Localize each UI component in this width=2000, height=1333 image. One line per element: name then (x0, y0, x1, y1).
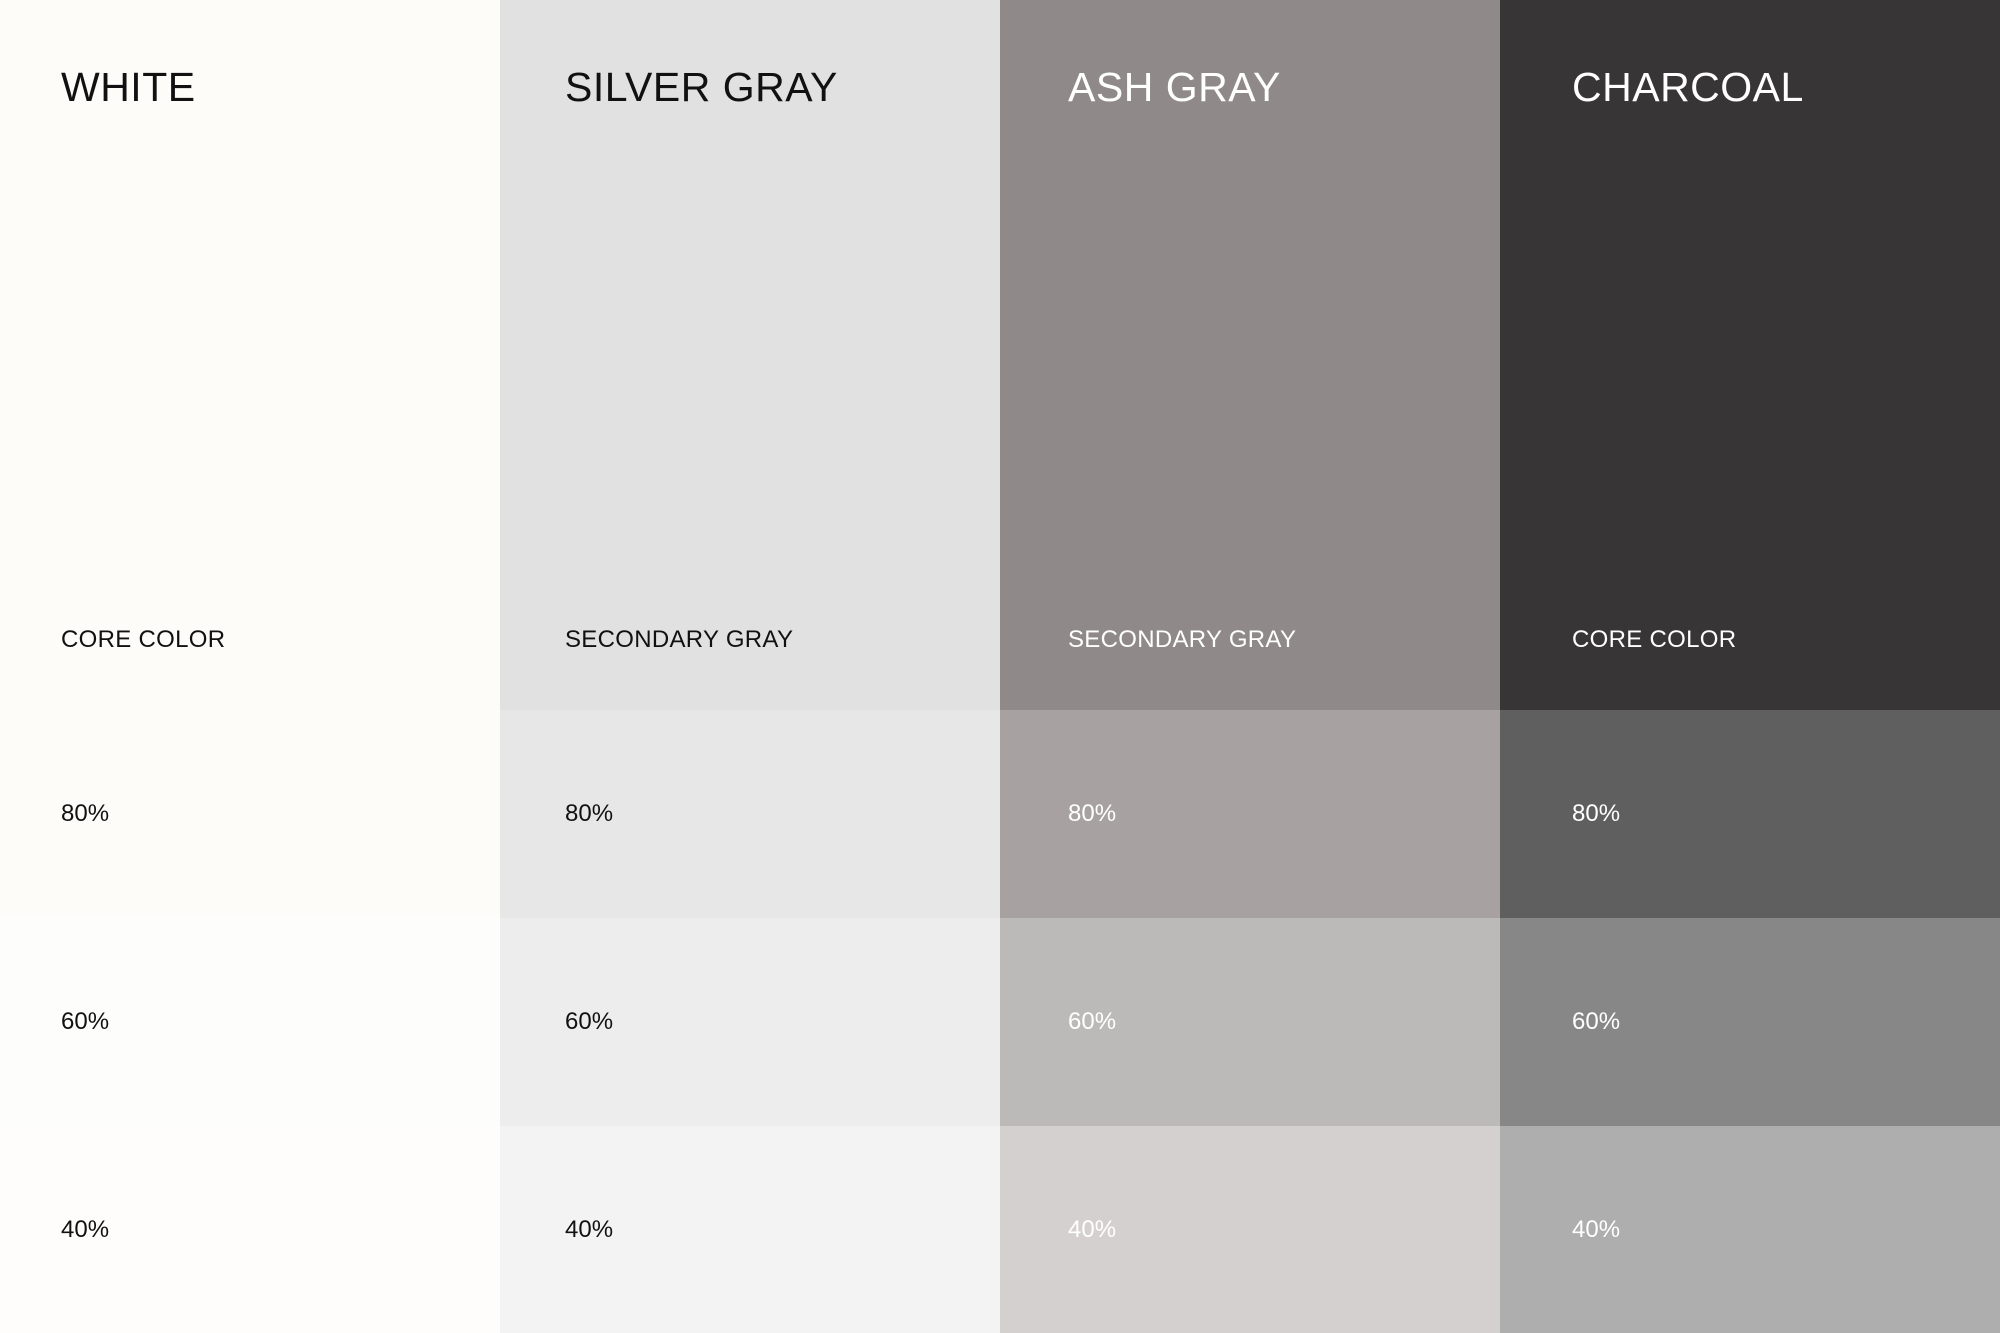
color-role: SECONDARY GRAY (565, 626, 794, 653)
tint-swatch-40 (500, 1126, 1000, 1333)
tint-swatch-80 (0, 710, 500, 918)
tint-swatch-60 (1000, 918, 1500, 1126)
tint-swatch-60 (1500, 918, 2000, 1126)
tint-label: 40% (1068, 1215, 1117, 1243)
color-role: SECONDARY GRAY (1068, 626, 1297, 653)
main-swatch-ash-gray (1000, 0, 1500, 710)
tint-label: 60% (565, 1008, 614, 1035)
tint-swatch-80 (1500, 710, 2000, 918)
tint-swatch-80 (1000, 710, 1500, 918)
tint-label: 60% (1572, 1008, 1621, 1035)
tint-swatch-40 (1500, 1126, 2000, 1333)
tint-label: 40% (565, 1215, 614, 1243)
tint-swatch-40 (1000, 1126, 1500, 1333)
color-name: WHITE (61, 64, 196, 110)
main-swatch-silver-gray (500, 0, 1000, 710)
tint-label: 60% (1068, 1008, 1117, 1035)
color-name: ASH GRAY (1068, 64, 1281, 110)
tint-label: 40% (1572, 1215, 1621, 1243)
tint-label: 40% (61, 1215, 110, 1243)
color-column-charcoal (1500, 0, 2000, 1333)
color-column-white (0, 0, 500, 1333)
color-name: SILVER GRAY (565, 64, 838, 110)
tint-swatch-60 (500, 918, 1000, 1126)
tint-swatch-80 (500, 710, 1000, 918)
color-role: CORE COLOR (61, 626, 226, 653)
color-column-silver-gray (500, 0, 1000, 1333)
tint-swatch-60 (0, 918, 500, 1126)
color-column-ash-gray (1000, 0, 1500, 1333)
color-role: CORE COLOR (1572, 626, 1737, 653)
tint-label: 80% (1068, 800, 1117, 827)
tint-label: 80% (1572, 800, 1621, 827)
tint-swatch-40 (0, 1126, 500, 1333)
tint-label: 60% (61, 1008, 110, 1035)
main-swatch-white (0, 0, 500, 710)
tint-label: 80% (565, 800, 614, 827)
main-swatch-charcoal (1500, 0, 2000, 710)
tint-label: 80% (61, 800, 110, 827)
color-name: CHARCOAL (1572, 64, 1804, 110)
